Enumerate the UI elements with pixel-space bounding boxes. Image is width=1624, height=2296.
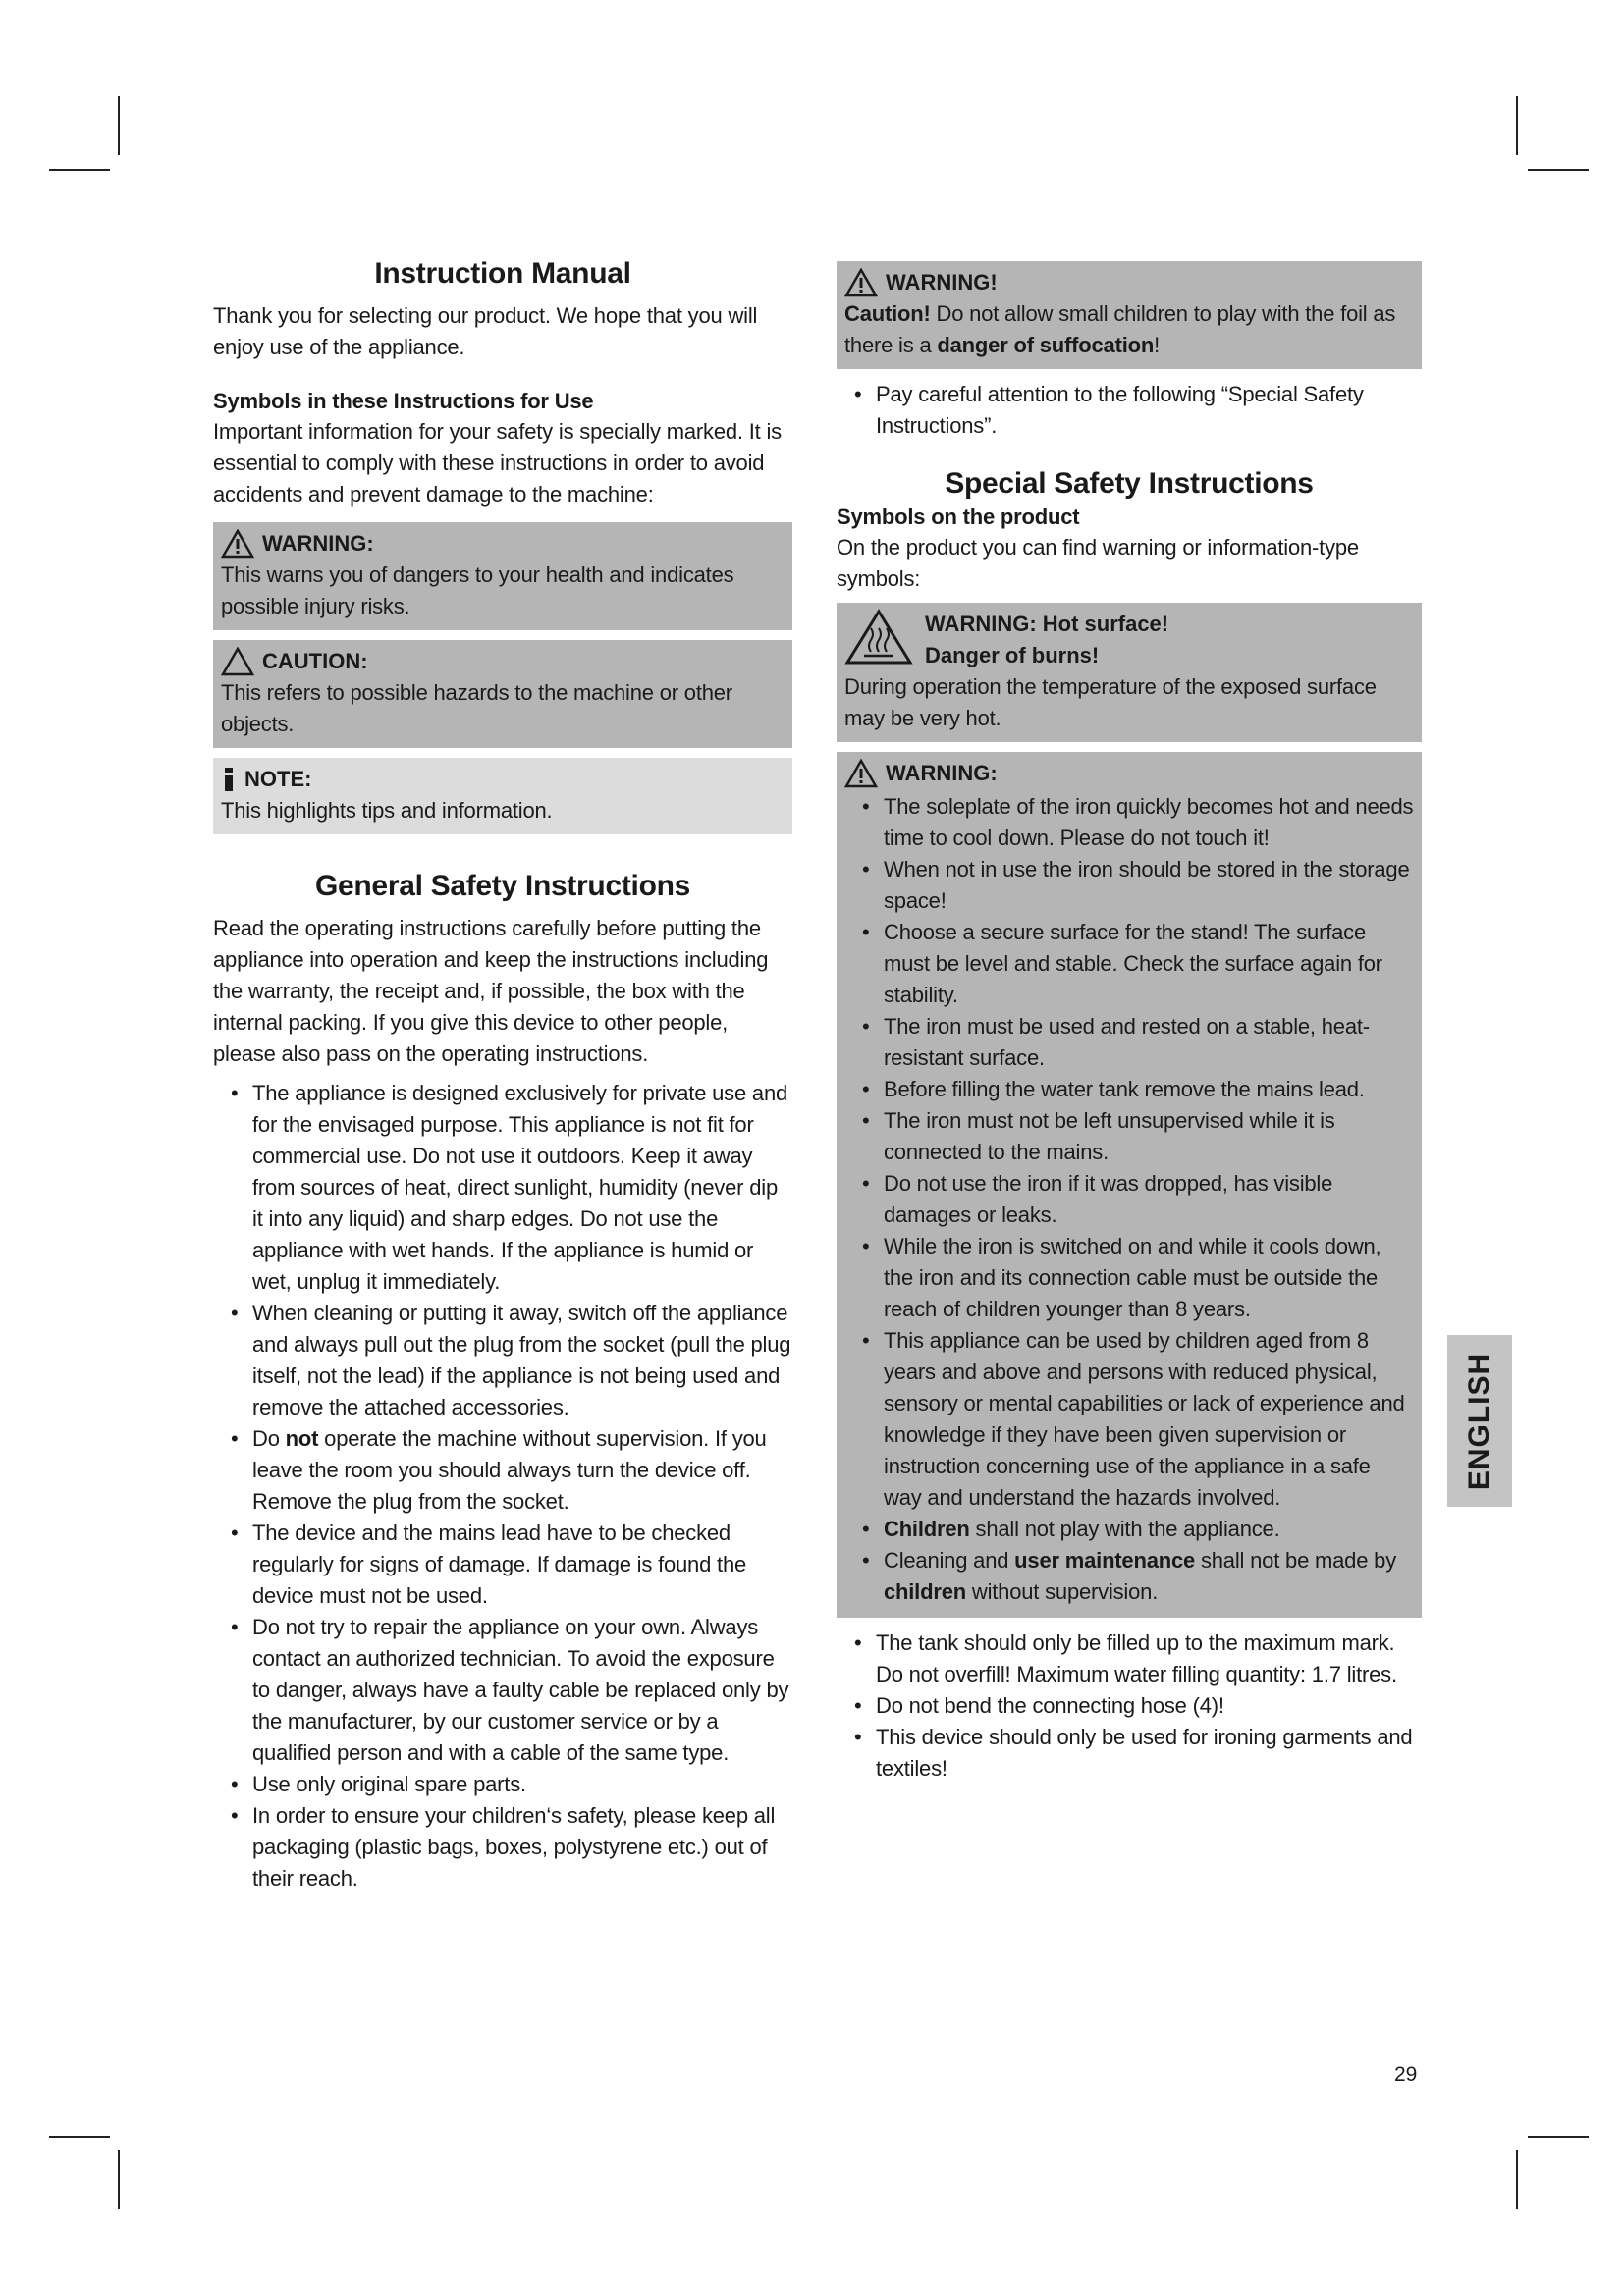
caution-label: CAUTION: [262,649,368,673]
note-text: This highlights tips and information. [221,798,553,823]
list-item: • The iron must not be left unsupervised while it is connected to the mains. [844,1105,1414,1168]
list-item: • When not in use the iron should be stored in the storage space! [844,854,1414,917]
language-tab-label: ENGLISH [1463,1352,1496,1490]
list-item: • The device and the mains lead have to be checked regularly for signs of damage. If damage is found the device must not be used. [213,1518,792,1612]
warning-triangle-icon [221,529,254,559]
warning-label: WARNING: [262,531,374,556]
list-item: • This device should only be used for ironing garments and textiles! [837,1722,1422,1785]
note-box [213,758,792,834]
page-number: 29 [1394,2063,1418,2086]
warning-box [213,522,792,630]
iron-warning-box [837,752,1422,1618]
note-label: NOTE: [244,767,312,791]
hot-surface-line1: WARNING: Hot surface! [925,612,1169,636]
warning-text: This warns you of dangers to your health and indicates possible injury risks. [221,562,734,618]
list-item: • Before filling the water tank remove the mains lead. [844,1074,1414,1105]
list-item: • When cleaning or putting it away, switch off the appliance and always pull out the plug from the socket (pull the plug itself, not the lead) if the appliance is not being used and remove the attached accessories. [213,1298,792,1423]
list-item: • Do not operate the machine without supervision. If you leave the room you should always turn the device off. Remove the plug from the socket. [213,1423,792,1518]
list-item: • Use only original spare parts. [213,1769,792,1800]
list-item: • Do not bend the connecting hose (4)! [837,1690,1422,1722]
crop-mark [1516,2150,1518,2209]
hot-surface-box [837,603,1422,742]
list-item: • Pay careful attention to the following “Special Safety Instructions”. [837,379,1422,442]
crop-mark [49,169,110,171]
list-item: • The tank should only be filled up to the maximum mark. Do not overfill! Maximum water filling quantity: 1.7 litres. [837,1628,1422,1690]
warning-triangle-icon [844,268,878,297]
caution-text: This refers to possible hazards to the machine or other objects. [221,680,732,736]
caution-box [213,640,792,748]
symbols-product-text: On the product you can find warning or information-type symbols: [837,535,1359,591]
list-item: • In order to ensure your children‘s safety, please keep all packaging (plastic bags, boxes, polystyrene etc.) out of their reach. [213,1800,792,1895]
list-item: • Cleaning and user maintenance shall not be made by children without supervision. [844,1545,1414,1608]
list-item: • Do not use the iron if it was dropped, has visible damages or leaks. [844,1168,1414,1231]
list-item: • Do not try to repair the appliance on your own. Always contact an authorized technician. To avoid the exposure to danger, always have a faulty cable be replaced only by the manufacturer, by our customer service or by a qualified person and with a cable of the same type. [213,1612,792,1769]
list-item: • While the iron is switched on and while it cools down, the iron and its connection cable must be outside the reach of children younger than 8 years. [844,1231,1414,1325]
warning-triangle-icon [844,759,878,788]
crop-mark [118,2150,120,2209]
general-safety-title: General Safety Instructions [314,870,691,902]
list-item: • The appliance is designed exclusively for private use and for the envisaged purpose. This appliance is not fit for commercial use. Do not use it outdoors. Keep it away from sources of heat, direct sunlight, humidity (never dip it into any liquid) and sharp edges. Do not use the appliance with wet hands. If the appliance is humid or wet, unplug it immediately. [213,1078,792,1298]
hot-surface-line2: Danger of burns! [925,643,1100,667]
foil-warning-text: Caution! Do not allow small children to play with the foil as there is a danger of suffocation! [844,301,1396,357]
general-intro: Read the operating instructions carefully before putting the appliance into operation and keep the instructions including the warranty, the receipt and, if possible, the box with the internal packing. If you give this device to other people, please also pass on the operating instructions. [213,916,769,1066]
list-item: • Children shall not play with the appliance. [844,1514,1414,1545]
language-tab [1447,1335,1512,1507]
caution-triangle-icon [221,647,254,676]
crop-mark [118,96,120,155]
right-column [837,261,1422,1785]
special-safety-title: Special Safety Instructions [945,467,1314,500]
general-safety-list [213,1078,792,1895]
instruction-manual-title: Instruction Manual [374,257,631,290]
symbols-text: Important information for your safety is specially marked. It is essential to comply with these instructions in order to avoid accidents and prevent damage to the machine: [213,419,782,507]
iron-warning-label: WARNING: [886,761,998,785]
list-item: • This appliance can be used by children aged from 8 years and above and persons with reduced physical, sensory or mental capabilities or lack of experience and knowledge if they have been given supervision or instruction concerning use of the appliance in a safe way and understand the hazards involved. [844,1325,1414,1514]
hot-surface-icon [844,609,913,666]
symbols-heading: Symbols in these Instructions for Use [213,389,594,413]
crop-mark [1528,169,1589,171]
crop-mark [1528,2136,1589,2138]
foil-warning-box [837,261,1422,369]
info-icon [221,766,237,793]
list-item: • The soleplate of the iron quickly becomes hot and needs time to cool down. Please do not touch it! [844,791,1414,854]
left-column [213,257,792,1895]
iron-warning-list [844,791,1414,1608]
symbols-product-heading: Symbols on the product [837,505,1080,529]
list-item: • The iron must be used and rested on a stable, heat-resistant surface. [844,1011,1414,1074]
list-item: • Choose a secure surface for the stand! The surface must be level and stable. Check the surface again for stability. [844,917,1414,1011]
pay-attention-list [837,379,1422,442]
intro-text: Thank you for selecting our product. We hope that you will enjoy use of the appliance. [213,303,758,359]
crop-mark [1516,96,1518,155]
tank-list [837,1628,1422,1785]
crop-mark [49,2136,110,2138]
foil-warning-label: WARNING! [886,270,998,294]
hot-surface-text: During operation the temperature of the exposed surface may be very hot. [844,674,1377,730]
